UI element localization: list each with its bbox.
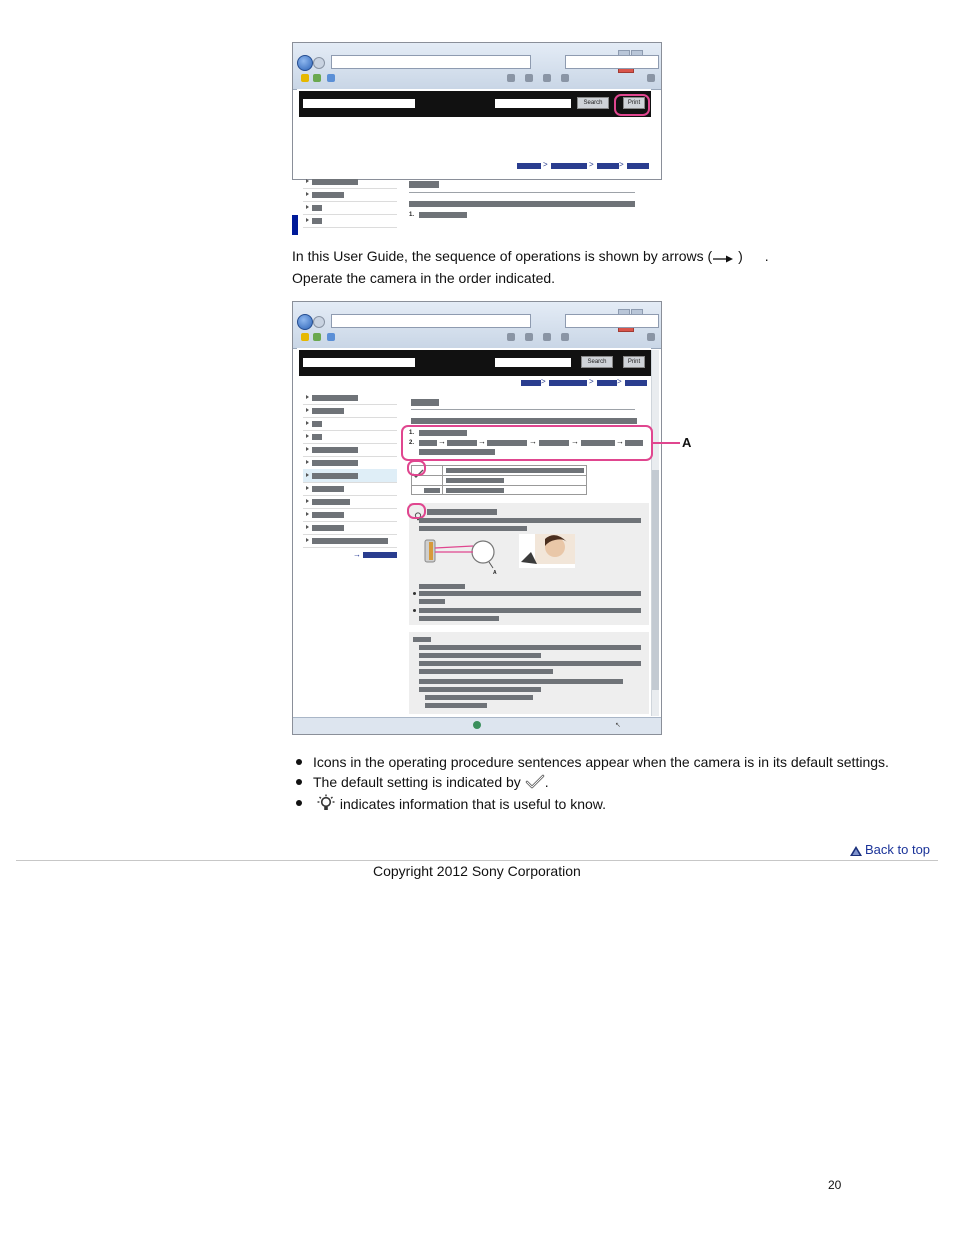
search-button: Search — [577, 97, 609, 109]
hint-line — [419, 591, 641, 596]
header-search-field — [303, 358, 415, 367]
breadcrumb-segment — [551, 163, 587, 169]
camera-illustration — [423, 538, 511, 579]
bullet-dot — [296, 779, 302, 785]
illustration-label: A — [493, 570, 497, 576]
bullet-dot — [296, 759, 302, 765]
browser-toolbar — [297, 331, 657, 344]
footer-rule — [16, 860, 938, 861]
checkmark-icon — [525, 774, 545, 794]
globe-icon — [473, 721, 481, 729]
breadcrumb-segment — [549, 380, 587, 386]
forward-button-icon — [313, 316, 325, 328]
notes-line — [419, 661, 641, 666]
back-to-top-link[interactable] — [849, 842, 930, 861]
bullet-default-icons: Icons in the operating procedure sentences appear when the camera is in its default settings. — [313, 754, 889, 770]
step-arrow: → — [438, 437, 446, 446]
intro-line-1 — [292, 247, 769, 268]
section-heading-marker — [292, 215, 298, 235]
hint-line — [419, 518, 641, 523]
lightbulb-icon — [316, 794, 336, 816]
breadcrumb-segment — [517, 163, 541, 169]
guide-header-bar — [299, 91, 651, 117]
breadcrumb-separator: > — [617, 377, 622, 386]
title-rule — [411, 409, 635, 410]
breadcrumb-separator: > — [589, 377, 594, 386]
bullet-default-end: . — [544, 774, 549, 790]
notes-line — [419, 645, 641, 650]
breadcrumb-segment — [521, 380, 541, 386]
step-number: 1. — [409, 212, 415, 218]
intro-text-after: ) — [734, 248, 743, 264]
page-number: 20 — [828, 1178, 842, 1192]
notes-line — [425, 703, 487, 708]
breadcrumb-segment — [597, 380, 617, 386]
default-icon-highlight — [407, 460, 426, 476]
header-search-input — [495, 99, 571, 108]
bullet-dot — [296, 800, 302, 806]
print-button-highlight — [614, 94, 650, 116]
intro-text-before: In this User Guide, the sequence of operations is shown by arrows ( — [292, 248, 713, 264]
browser-chrome — [293, 302, 661, 349]
notes-line — [419, 653, 541, 658]
search-button: Search — [581, 356, 613, 368]
forward-button-icon — [313, 57, 325, 69]
address-bar — [331, 314, 531, 328]
print-button: Print — [623, 97, 645, 109]
step-arrow: → — [571, 437, 579, 446]
hint-line — [419, 616, 499, 621]
back-button-icon — [297, 314, 313, 330]
step-arrow: → — [529, 437, 537, 446]
breadcrumb-separator: > — [619, 160, 624, 169]
intro-line-2: Operate the camera in the order indicated. — [292, 270, 556, 286]
browser-statusbar — [293, 717, 661, 734]
zoom-icon: ↖ — [615, 722, 621, 729]
browser-search-box — [565, 55, 659, 69]
notes-line — [419, 687, 541, 692]
notes-title — [413, 637, 431, 642]
title-rule — [409, 192, 635, 193]
page-viewport — [297, 348, 651, 734]
notes-line — [425, 695, 533, 700]
procedure-highlight — [401, 425, 653, 461]
intro-line — [409, 201, 635, 207]
browser-screenshot-print — [292, 42, 662, 218]
breadcrumb-separator: > — [543, 160, 548, 169]
browser-screenshot-guide — [292, 301, 662, 735]
page-scrollbar — [651, 350, 659, 716]
bullet-default-setting — [313, 773, 549, 794]
window-buttons — [617, 303, 659, 311]
callout-line — [652, 442, 680, 444]
window-buttons — [617, 44, 659, 52]
breadcrumb-separator: > — [541, 377, 546, 386]
breadcrumb-separator: > — [589, 160, 594, 169]
hint-line — [419, 526, 527, 531]
notes-line — [419, 679, 623, 684]
page-title-block — [409, 181, 439, 188]
browser-chrome — [293, 43, 661, 90]
up-triangle-icon — [849, 845, 863, 861]
intro-line — [411, 418, 637, 424]
header-search-field — [303, 99, 415, 108]
settings-table — [411, 465, 587, 495]
back-to-top-label: Back to top — [865, 842, 931, 857]
notes-line — [419, 669, 553, 674]
step-line — [419, 212, 467, 218]
callout-label: A — [682, 435, 692, 450]
hint-line — [419, 599, 445, 604]
photo-thumbnail-image — [519, 534, 575, 571]
bullet-hint — [313, 794, 606, 816]
step-arrow: → — [478, 437, 486, 446]
header-search-input — [495, 358, 571, 367]
hint-subtitle — [419, 584, 465, 589]
hint-icon-highlight — [407, 503, 426, 519]
page-title-block — [411, 399, 439, 406]
hint-line — [419, 608, 641, 613]
hint-bullet — [413, 609, 416, 612]
hint-bullet — [413, 592, 416, 595]
bullet-default-text: The default setting is indicated by — [313, 774, 525, 790]
print-button: Print — [623, 356, 645, 368]
step-number: 1. — [409, 430, 415, 436]
breadcrumb-segment — [597, 163, 619, 169]
page-viewport — [297, 89, 651, 218]
arrow-icon — [712, 250, 734, 268]
copyright-text: Copyright 2012 Sony Corporation — [373, 863, 581, 879]
browser-toolbar — [297, 72, 657, 85]
address-bar — [331, 55, 531, 69]
breadcrumb-segment — [625, 380, 647, 386]
sidebar-next-link — [363, 552, 397, 558]
breadcrumb-segment — [627, 163, 649, 169]
step-arrow: → — [616, 437, 624, 446]
bullet-hint-text: indicates information that is useful to know. — [336, 796, 607, 812]
guide-header-bar — [299, 350, 651, 376]
browser-search-box — [565, 314, 659, 328]
back-button-icon — [297, 55, 313, 71]
intro-text-end: . — [764, 248, 769, 264]
step-number: 2. — [409, 440, 415, 446]
hint-title — [427, 509, 497, 515]
sidebar-next-arrow: → — [353, 550, 361, 559]
